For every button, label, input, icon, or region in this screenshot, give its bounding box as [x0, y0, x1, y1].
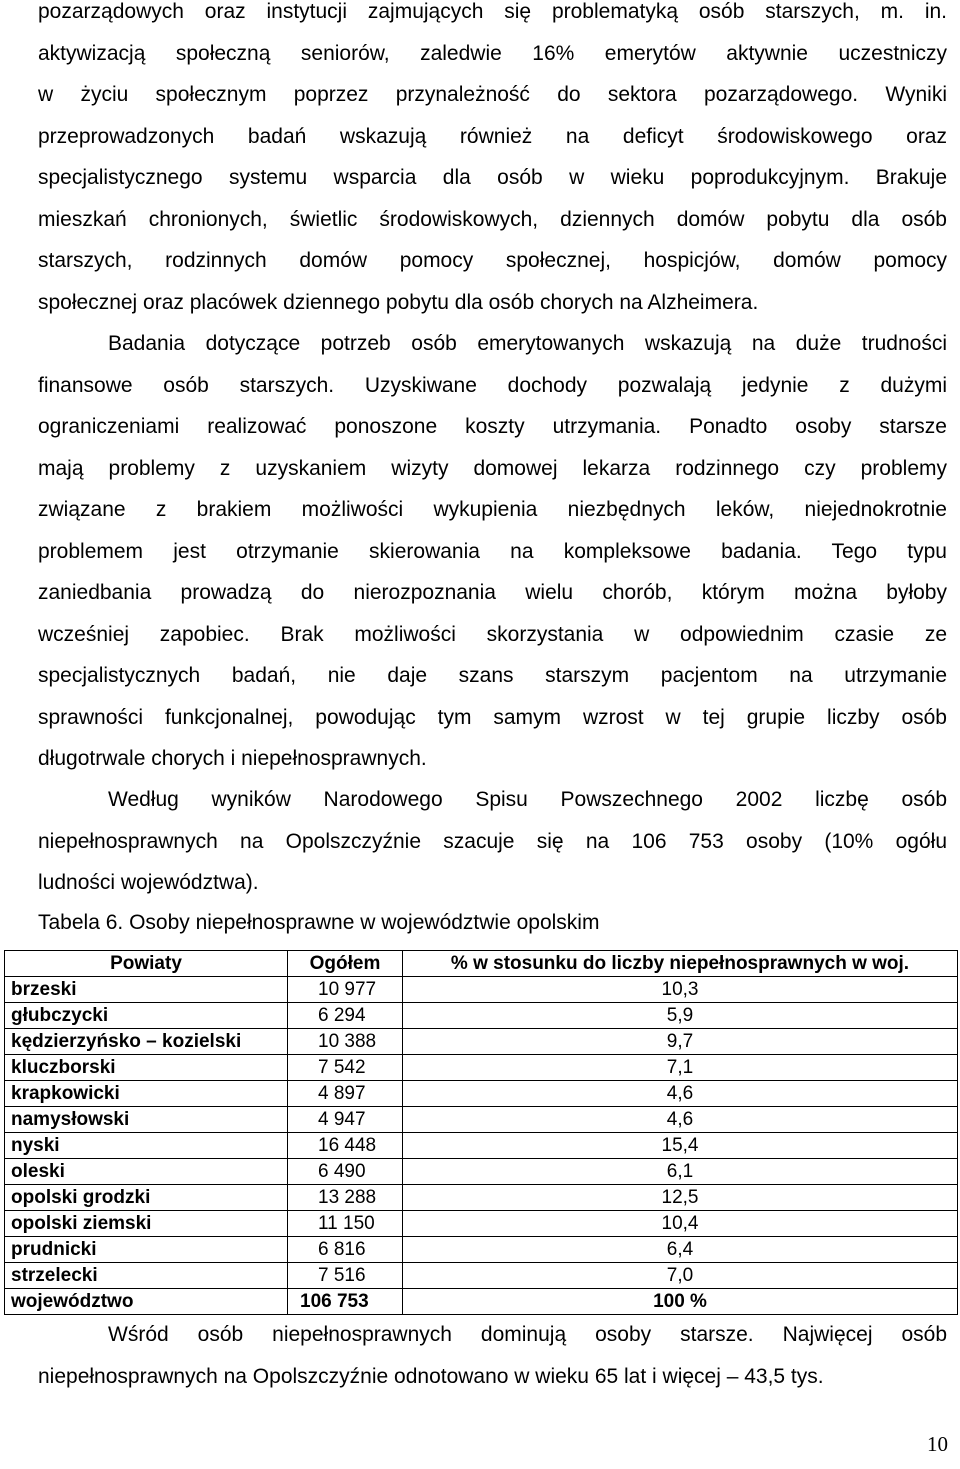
- cell-name: krapkowicki: [5, 1081, 288, 1107]
- cell-name: prudnicki: [5, 1237, 288, 1263]
- text-line: niepełnosprawnych na Opolszczyźnie szacuje się na 106 753 osoby (10% ogółu: [38, 829, 947, 853]
- table-row: [5, 1081, 958, 1107]
- cell-total: 10 977: [288, 977, 403, 1003]
- table-body: [5, 977, 958, 1315]
- cell-pct: 10,3: [403, 977, 958, 1003]
- text-line: Wśród osób niepełnosprawnych dominują osoby starsze. Najwięcej osób: [108, 1323, 947, 1346]
- page-number: 10: [927, 1432, 948, 1456]
- text-line: społecznej oraz placówek dziennego pobytu dla osób chorych na Alzheimera.: [38, 290, 759, 314]
- cell-pct: 4,6: [403, 1081, 958, 1107]
- text-line: mają problemy z uzyskaniem wizyty domowej lekarza rodzinnego czy problemy: [38, 456, 947, 480]
- cell-name: brzeski: [5, 977, 288, 1003]
- table-row: [5, 1003, 958, 1029]
- table-summary-row: [5, 1289, 958, 1315]
- text-line: Według wyników Narodowego Spisu Powszechnego 2002 liczbę osób: [108, 788, 947, 811]
- cell-total: 4 947: [288, 1107, 403, 1133]
- text-line: specjalistycznych badań, nie daje szans starszym pacjentom na utrzymanie: [38, 664, 947, 687]
- cell-name: opolski ziemski: [5, 1211, 288, 1237]
- cell-total: 10 388: [288, 1029, 403, 1055]
- cell-pct: 7,0: [403, 1263, 958, 1289]
- text-line: związane z brakiem możliwości wykupienia niezbędnych leków, niejednokrotnie: [38, 498, 947, 521]
- summary-cell-name: województwo: [5, 1289, 288, 1315]
- table-row: [5, 977, 958, 1003]
- text-line: ograniczeniami realizować ponoszone koszty utrzymania. Ponadto osoby starsze: [38, 415, 947, 438]
- text-line: problemem jest otrzymanie skierowania na kompleksowe badania. Tego typu: [38, 539, 947, 563]
- cell-pct: 4,6: [403, 1107, 958, 1133]
- column-header-powiaty: Powiaty: [5, 951, 288, 977]
- text-line: przeprowadzonych badań wskazują również na deficyt środowiskowego oraz: [38, 124, 947, 148]
- cell-total: 7 516: [288, 1263, 403, 1289]
- cell-name: kędzierzyńsko – kozielski: [5, 1029, 288, 1055]
- text-line: w życiu społecznym poprzez przynależność do sektora pozarządowego. Wyniki: [38, 83, 947, 106]
- paragraph-3: [38, 779, 947, 904]
- table-row: [5, 1055, 958, 1081]
- table-row: [5, 1029, 958, 1055]
- table-row: [5, 1185, 958, 1211]
- cell-total: 11 150: [288, 1211, 403, 1237]
- table-header-row: [5, 951, 958, 977]
- text-line: Badania dotyczące potrzeb osób emerytowanych wskazują na duże trudności: [108, 332, 947, 355]
- cell-pct: 6,4: [403, 1237, 958, 1263]
- column-header-percent: % w stosunku do liczby niepełnosprawnych w woj.: [403, 951, 958, 977]
- text-line: długotrwale chorych i niepełnosprawnych.: [38, 747, 427, 770]
- cell-total: 4 897: [288, 1081, 403, 1107]
- cell-name: opolski grodzki: [5, 1185, 288, 1211]
- paragraph-2: [38, 323, 947, 780]
- cell-name: głubczycki: [5, 1003, 288, 1029]
- text-line: sprawności funkcjonalnej, powodując tym samym wzrost w tej grupie liczby osób: [38, 705, 947, 729]
- text-line: zaniedbania prowadzą do nierozpoznania wielu chorób, którym można byłoby: [38, 581, 947, 604]
- cell-pct: 6,1: [403, 1159, 958, 1185]
- cell-total: 16 448: [288, 1133, 403, 1159]
- cell-total: 7 542: [288, 1055, 403, 1081]
- column-header-ogolem: Ogółem: [288, 951, 403, 977]
- table-row: [5, 1263, 958, 1289]
- table-caption: Tabela 6. Osoby niepełnosprawne w województwie opolskim: [38, 911, 600, 934]
- cell-pct: 7,1: [403, 1055, 958, 1081]
- paragraph-1: [38, 0, 947, 323]
- cell-total: 6 490: [288, 1159, 403, 1185]
- cell-total: 13 288: [288, 1185, 403, 1211]
- text-line: pozarządowych oraz instytucji zajmujących się problematyką osób starszych, m. in.: [38, 0, 947, 23]
- summary-cell-total: 106 753: [288, 1289, 403, 1315]
- cell-pct: 9,7: [403, 1029, 958, 1055]
- cell-name: kluczborski: [5, 1055, 288, 1081]
- text-line: mieszkań chronionych, świetlic środowiskowych, dziennych domów pobytu dla osób: [38, 207, 947, 231]
- text-line: specjalistycznego systemu wsparcia dla osób w wieku poprodukcyjnym. Brakuje: [38, 166, 947, 189]
- cell-pct: 10,4: [403, 1211, 958, 1237]
- table-row: [5, 1159, 958, 1185]
- cell-pct: 15,4: [403, 1133, 958, 1159]
- cell-name: namysłowski: [5, 1107, 288, 1133]
- text-line: niepełnosprawnych na Opolszczyźnie odnotowano w wieku 65 lat i więcej – 43,5 tys.: [38, 1364, 824, 1388]
- text-line: wcześniej zapobiec. Brak możliwości skorzystania w odpowiednim czasie ze: [38, 622, 947, 646]
- cell-name: strzelecki: [5, 1263, 288, 1289]
- table-row: [5, 1211, 958, 1237]
- table-row: [5, 1237, 958, 1263]
- text-line: starszych, rodzinnych domów pomocy społecznej, hospicjów, domów pomocy: [38, 249, 947, 272]
- disability-table: [4, 950, 958, 1315]
- text-line: aktywizacją społeczną seniorów, zaledwie 16% emerytów aktywnie uczestniczy: [38, 41, 947, 65]
- table-row: [5, 1133, 958, 1159]
- cell-pct: 12,5: [403, 1185, 958, 1211]
- text-line: ludności województwa).: [38, 871, 259, 894]
- paragraph-4: [38, 1314, 947, 1397]
- cell-name: oleski: [5, 1159, 288, 1185]
- cell-name: nyski: [5, 1133, 288, 1159]
- cell-total: 6 816: [288, 1237, 403, 1263]
- summary-cell-pct: 100 %: [403, 1289, 958, 1315]
- cell-pct: 5,9: [403, 1003, 958, 1029]
- cell-total: 6 294: [288, 1003, 403, 1029]
- text-line: finansowe osób starszych. Uzyskiwane dochody pozwalają jedynie z dużymi: [38, 373, 947, 397]
- table-row: [5, 1107, 958, 1133]
